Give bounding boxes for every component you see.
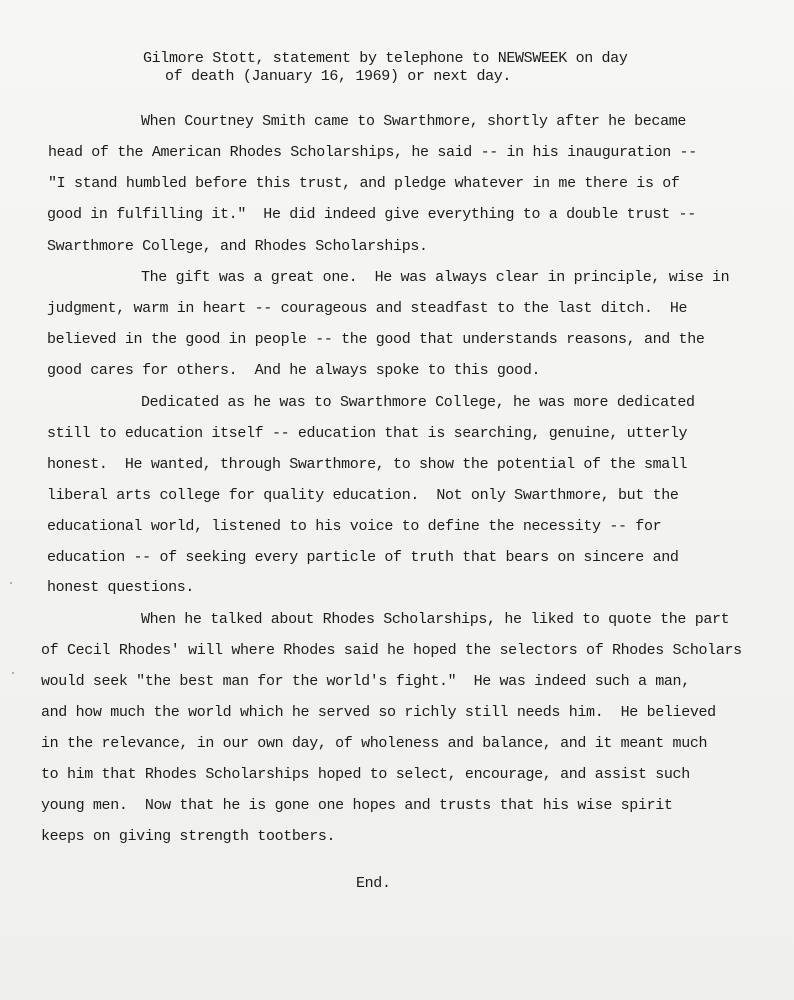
paragraph-2-line-3: believed in the good in people -- the good that understands reasons, and the (47, 331, 705, 348)
paragraph-3-line-7: honest questions. (47, 579, 195, 596)
paragraph-4-line-1: When he talked about Rhodes Scholarships, he liked to quote the part (141, 611, 730, 628)
paper-speck (12, 672, 14, 674)
paragraph-3-line-5: educational world, listened to his voice to define the necessity -- for (47, 518, 662, 535)
paragraph-4-line-6: to him that Rhodes Scholarships hoped to select, encourage, and assist such (41, 766, 690, 783)
paragraph-2-line-2: judgment, warm in heart -- courageous and steadfast to the last ditch. He (47, 300, 688, 317)
paragraph-1-line-5: Swarthmore College, and Rhodes Scholarships. (47, 238, 428, 255)
header-line-2: of death (January 16, 1969) or next day. (165, 68, 512, 85)
paragraph-4-line-3: would seek "the best man for the world's fight." He was indeed such a man, (41, 673, 690, 690)
paragraph-3-line-3: honest. He wanted, through Swarthmore, to show the potential of the small (47, 456, 688, 473)
closing-end: End. (356, 875, 391, 892)
paragraph-3-line-2: still to education itself -- education that is searching, genuine, utterly (47, 425, 688, 442)
paragraph-1-line-3: "I stand humbled before this trust, and pledge whatever in me there is of (48, 175, 680, 192)
paragraph-1-line-4: good in fulfilling it." He did indeed give everything to a double trust -- (47, 206, 696, 223)
paragraph-4-line-5: in the relevance, in our own day, of wholeness and balance, and it meant much (41, 735, 708, 752)
paragraph-2-line-1: The gift was a great one. He was always clear in principle, wise in (141, 269, 730, 286)
paragraph-1-line-2: head of the American Rhodes Scholarships, he said -- in his inauguration -- (48, 144, 697, 161)
paragraph-4-line-7: young men. Now that he is gone one hopes and trusts that his wise spirit (41, 797, 673, 814)
paragraph-4-line-8: keeps on giving strength tootbers. (41, 828, 336, 845)
paragraph-2-line-4: good cares for others. And he always spoke to this good. (47, 362, 541, 379)
paper-speck (10, 582, 12, 584)
header-line-1: Gilmore Stott, statement by telephone to NEWSWEEK on day (143, 50, 628, 67)
paragraph-1-line-1: When Courtney Smith came to Swarthmore, shortly after he became (141, 113, 687, 130)
paragraph-4-line-2: of Cecil Rhodes' will where Rhodes said he hoped the selectors of Rhodes Scholars (41, 642, 742, 659)
paragraph-3-line-6: education -- of seeking every particle of truth that bears on sincere and (47, 549, 679, 566)
paragraph-4-line-4: and how much the world which he served so richly still needs him. He believed (41, 704, 716, 721)
paragraph-3-line-4: liberal arts college for quality education. Not only Swarthmore, but the (47, 487, 679, 504)
paragraph-3-line-1: Dedicated as he was to Swarthmore College, he was more dedicated (141, 394, 695, 411)
